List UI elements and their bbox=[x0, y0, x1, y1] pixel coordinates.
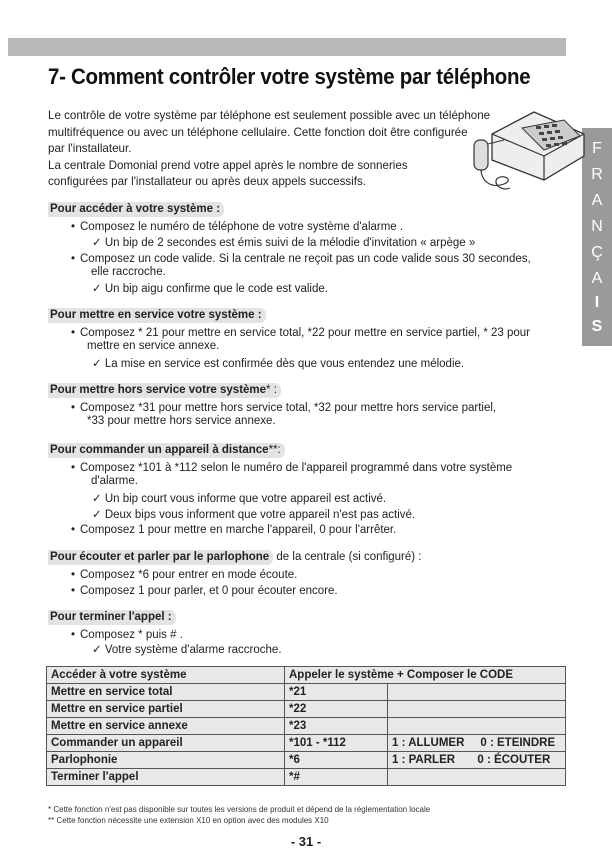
table-cell: Commander un appareil bbox=[47, 735, 285, 752]
footnote: * Cette fonction n'est pas disponible sur toutes les versions de produit et dépend de la réglementation locale bbox=[48, 805, 431, 814]
table-cell bbox=[388, 684, 566, 701]
command-summary-table bbox=[46, 666, 566, 786]
language-letter: R bbox=[591, 166, 603, 183]
bullet-item: • Composez 1 pour parler, et 0 pour écouter encore. bbox=[80, 583, 338, 599]
intro-line: multifréquence ou avec un téléphone cellulaire. Cette fonction doit être configurée bbox=[48, 125, 468, 139]
language-letter: I bbox=[594, 294, 600, 311]
table-row bbox=[47, 684, 566, 701]
language-letter: Ç bbox=[591, 244, 603, 261]
table-row bbox=[47, 769, 566, 786]
section-heading-disarm: Pour mettre hors service votre système* : bbox=[48, 384, 281, 396]
bullet-item: • Composez *31 pour mettre hors service total, *32 pour mettre hors service partiel, bbox=[80, 400, 496, 416]
language-letter: S bbox=[591, 318, 603, 335]
table-cell bbox=[388, 701, 566, 718]
bullet-item: • Composez * puis # . bbox=[80, 627, 183, 643]
table-cell: *21 bbox=[285, 684, 388, 701]
table-cell: *101 - *112 bbox=[285, 735, 388, 752]
table-row bbox=[47, 667, 566, 684]
intro-line: configurées par l'installateur ou après deux appels successifs. bbox=[48, 175, 366, 188]
check-item: ✓ Votre système d'alarme raccroche. bbox=[92, 644, 282, 656]
table-row bbox=[47, 718, 566, 735]
section-heading-remote: Pour commander un appareil à distance**: bbox=[48, 444, 285, 456]
section-heading-intercom: Pour écouter et parler par le parlophone de la centrale (si configuré) : bbox=[50, 551, 422, 563]
bullet-continuation: d'alarme. bbox=[91, 475, 138, 487]
bullet-continuation: *33 pour mettre hors service annexe. bbox=[87, 415, 276, 427]
page-number: - 31 - bbox=[290, 834, 322, 849]
section-heading-arm: Pour mettre en service votre système : bbox=[48, 309, 266, 321]
check-item: ✓ Un bip de 2 secondes est émis suivi de la mélodie d'invitation « arpège » bbox=[92, 237, 476, 249]
table-cell: Mettre en service annexe bbox=[47, 718, 285, 735]
bullet-continuation: mettre en service annexe. bbox=[87, 340, 220, 352]
table-row bbox=[47, 752, 566, 769]
intro-line: La centrale Domonial prend votre appel après le nombre de sonneries bbox=[48, 158, 408, 172]
language-letter: F bbox=[592, 140, 602, 157]
bullet-item: • Composez *6 pour entrer en mode écoute. bbox=[80, 567, 297, 583]
language-letter: N bbox=[591, 218, 603, 235]
language-letter: A bbox=[591, 192, 603, 209]
table-cell: Mettre en service partiel bbox=[47, 701, 285, 718]
table-cell bbox=[388, 769, 566, 786]
table-row bbox=[47, 735, 566, 752]
check-item: ✓ Deux bips vous informent que votre appareil n'est pas activé. bbox=[92, 509, 416, 521]
section-heading-access: Pour accéder à votre système : bbox=[48, 203, 224, 215]
table-cell: Mettre en service total bbox=[47, 684, 285, 701]
bullet-item: • Composez un code valide. Si la centrale ne reçoit pas un code valide sous 30 secondes, bbox=[80, 251, 531, 267]
check-item: ✓ Un bip aigu confirme que le code est valide. bbox=[92, 283, 328, 295]
bullet-continuation: elle raccroche. bbox=[91, 266, 166, 278]
table-row bbox=[47, 701, 566, 718]
bullet-item: • Composez * 21 pour mettre en service total, *22 pour mettre en service partiel, * 23 pour bbox=[80, 325, 530, 341]
table-cell: Parlophonie bbox=[47, 752, 285, 769]
table-cell: *23 bbox=[285, 718, 388, 735]
table-cell bbox=[388, 718, 566, 735]
intro-line: Le contrôle de votre système par téléphone est seulement possible avec un téléphone bbox=[48, 109, 491, 122]
table-cell: 1 : PARLER 0 : ÉCOUTER bbox=[388, 752, 566, 769]
check-item: ✓ La mise en service est confirmée dès que vous entendez une mélodie. bbox=[92, 358, 465, 370]
telephone-icon bbox=[464, 104, 592, 196]
intro-line: par l'installateur. bbox=[48, 142, 132, 155]
section-heading-end-call: Pour terminer l'appel : bbox=[48, 611, 176, 623]
check-item: ✓ Un bip court vous informe que votre appareil est activé. bbox=[92, 493, 387, 505]
table-cell: *# bbox=[285, 769, 388, 786]
table-cell: Accéder à votre système bbox=[47, 667, 285, 684]
table-cell: *6 bbox=[285, 752, 388, 769]
language-letter: A bbox=[591, 270, 603, 287]
table-cell: Appeler le système + Composer le CODE bbox=[285, 667, 566, 684]
header-bar bbox=[8, 38, 566, 56]
table-cell: 1 : ALLUMER 0 : ETEINDRE bbox=[388, 735, 566, 752]
intro-text bbox=[48, 108, 498, 191]
bullet-item: • Composez 1 pour mettre en marche l'appareil, 0 pour l'arrêter. bbox=[80, 522, 396, 538]
table-cell: Terminer l'appel bbox=[47, 769, 285, 786]
bullet-item: • Composez *101 à *112 selon le numéro de l'appareil programmé dans votre système bbox=[80, 460, 512, 476]
table-cell: *22 bbox=[285, 701, 388, 718]
bullet-item: • Composez le numéro de téléphone de votre système d'alarme . bbox=[80, 219, 403, 235]
footnote: ** Cette fonction nécessite une extension X10 en option avec des modules X10 bbox=[48, 816, 329, 825]
page-title: 7- Comment contrôler votre système par téléphone bbox=[48, 64, 531, 89]
